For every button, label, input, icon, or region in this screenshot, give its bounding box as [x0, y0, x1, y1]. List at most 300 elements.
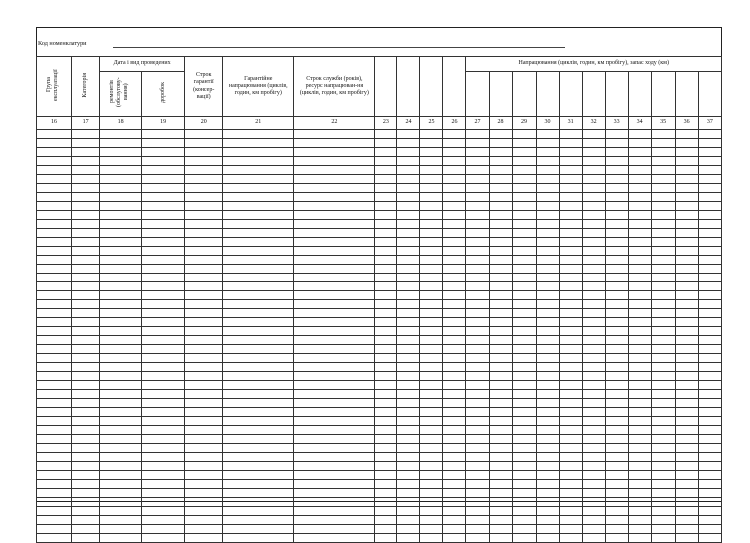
table-cell[interactable] [605, 461, 628, 470]
table-cell[interactable] [420, 425, 443, 434]
table-cell[interactable] [37, 228, 72, 237]
table-cell[interactable] [37, 488, 72, 497]
table-cell[interactable] [420, 390, 443, 399]
table-cell[interactable] [651, 345, 675, 354]
table-cell[interactable] [651, 399, 675, 408]
table-cell[interactable] [605, 300, 628, 309]
table-cell[interactable] [559, 408, 582, 417]
table-cell[interactable] [512, 219, 536, 228]
table-cell[interactable] [375, 192, 397, 201]
table-cell[interactable] [420, 524, 443, 533]
table-cell[interactable] [466, 363, 489, 372]
table-cell[interactable] [420, 309, 443, 318]
table-cell[interactable] [397, 443, 420, 452]
table-cell[interactable] [651, 390, 675, 399]
table-cell[interactable] [72, 192, 100, 201]
table-cell[interactable] [605, 156, 628, 165]
table-cell[interactable] [698, 524, 721, 533]
table-cell[interactable] [559, 219, 582, 228]
table-cell[interactable] [628, 183, 651, 192]
table-cell[interactable] [397, 192, 420, 201]
table-cell[interactable] [72, 165, 100, 174]
table-cell[interactable] [397, 183, 420, 192]
table-cell[interactable] [675, 515, 698, 524]
table-cell[interactable] [536, 497, 559, 506]
table-cell[interactable] [628, 291, 651, 300]
table-cell[interactable] [294, 452, 375, 461]
table-cell[interactable] [443, 363, 466, 372]
table-cell[interactable] [142, 219, 185, 228]
table-cell[interactable] [223, 497, 294, 506]
table-cell[interactable] [675, 327, 698, 336]
table-cell[interactable] [698, 372, 721, 381]
table-cell[interactable] [536, 399, 559, 408]
table-cell[interactable] [420, 264, 443, 273]
table-cell[interactable] [397, 147, 420, 156]
table-cell[interactable] [420, 228, 443, 237]
table-cell[interactable] [651, 228, 675, 237]
table-cell[interactable] [536, 533, 559, 542]
table-cell[interactable] [698, 318, 721, 327]
table-cell[interactable] [185, 443, 223, 452]
table-cell[interactable] [466, 399, 489, 408]
table-cell[interactable] [294, 201, 375, 210]
table-cell[interactable] [489, 318, 512, 327]
table-cell[interactable] [142, 417, 185, 426]
table-cell[interactable] [605, 399, 628, 408]
table-cell[interactable] [605, 372, 628, 381]
table-cell[interactable] [512, 354, 536, 363]
table-cell[interactable] [628, 300, 651, 309]
table-cell[interactable] [651, 488, 675, 497]
table-cell[interactable] [72, 255, 100, 264]
table-cell[interactable] [536, 470, 559, 479]
table-cell[interactable] [142, 390, 185, 399]
table-cell[interactable] [375, 533, 397, 542]
table-cell[interactable] [675, 138, 698, 147]
table-cell[interactable] [605, 210, 628, 219]
table-cell[interactable] [582, 210, 605, 219]
table-cell[interactable] [466, 390, 489, 399]
table-cell[interactable] [100, 399, 142, 408]
table-cell[interactable] [142, 130, 185, 139]
table-cell[interactable] [512, 452, 536, 461]
table-cell[interactable] [185, 533, 223, 542]
table-cell[interactable] [443, 147, 466, 156]
table-cell[interactable] [420, 237, 443, 246]
table-cell[interactable] [698, 515, 721, 524]
table-cell[interactable] [223, 210, 294, 219]
table-cell[interactable] [605, 488, 628, 497]
table-cell[interactable] [420, 515, 443, 524]
table-cell[interactable] [582, 228, 605, 237]
table-cell[interactable] [443, 130, 466, 139]
table-cell[interactable] [397, 318, 420, 327]
table-cell[interactable] [559, 174, 582, 183]
table-cell[interactable] [466, 524, 489, 533]
table-cell[interactable] [605, 318, 628, 327]
table-cell[interactable] [536, 318, 559, 327]
table-cell[interactable] [675, 264, 698, 273]
table-cell[interactable] [294, 219, 375, 228]
table-cell[interactable] [100, 291, 142, 300]
table-cell[interactable] [37, 461, 72, 470]
table-cell[interactable] [605, 327, 628, 336]
table-cell[interactable] [559, 228, 582, 237]
table-cell[interactable] [142, 354, 185, 363]
table-cell[interactable] [100, 354, 142, 363]
table-cell[interactable] [605, 147, 628, 156]
table-cell[interactable] [675, 273, 698, 282]
table-cell[interactable] [397, 372, 420, 381]
table-cell[interactable] [185, 273, 223, 282]
table-cell[interactable] [489, 165, 512, 174]
table-cell[interactable] [420, 183, 443, 192]
table-cell[interactable] [536, 246, 559, 255]
table-cell[interactable] [37, 255, 72, 264]
table-cell[interactable] [37, 345, 72, 354]
table-cell[interactable] [582, 165, 605, 174]
table-cell[interactable] [675, 255, 698, 264]
table-cell[interactable] [512, 282, 536, 291]
table-cell[interactable] [185, 219, 223, 228]
table-cell[interactable] [420, 417, 443, 426]
table-cell[interactable] [512, 506, 536, 515]
table-cell[interactable] [489, 130, 512, 139]
table-cell[interactable] [605, 183, 628, 192]
table-cell[interactable] [628, 228, 651, 237]
table-cell[interactable] [37, 237, 72, 246]
table-cell[interactable] [443, 524, 466, 533]
table-cell[interactable] [512, 147, 536, 156]
table-cell[interactable] [397, 408, 420, 417]
table-cell[interactable] [37, 138, 72, 147]
table-cell[interactable] [420, 201, 443, 210]
table-cell[interactable] [628, 399, 651, 408]
table-cell[interactable] [223, 390, 294, 399]
table-cell[interactable] [605, 165, 628, 174]
table-cell[interactable] [223, 354, 294, 363]
table-cell[interactable] [582, 264, 605, 273]
table-cell[interactable] [223, 228, 294, 237]
table-cell[interactable] [466, 237, 489, 246]
table-cell[interactable] [397, 336, 420, 345]
table-cell[interactable] [37, 506, 72, 515]
table-cell[interactable] [651, 363, 675, 372]
table-cell[interactable] [559, 156, 582, 165]
table-cell[interactable] [466, 417, 489, 426]
table-cell[interactable] [294, 327, 375, 336]
table-cell[interactable] [443, 300, 466, 309]
table-cell[interactable] [100, 147, 142, 156]
table-cell[interactable] [397, 354, 420, 363]
table-cell[interactable] [698, 345, 721, 354]
table-cell[interactable] [559, 210, 582, 219]
table-cell[interactable] [512, 264, 536, 273]
table-cell[interactable] [420, 318, 443, 327]
table-cell[interactable] [72, 452, 100, 461]
table-cell[interactable] [397, 138, 420, 147]
table-cell[interactable] [489, 443, 512, 452]
table-cell[interactable] [142, 461, 185, 470]
table-cell[interactable] [72, 291, 100, 300]
table-cell[interactable] [489, 228, 512, 237]
table-cell[interactable] [294, 443, 375, 452]
table-cell[interactable] [72, 130, 100, 139]
table-cell[interactable] [512, 533, 536, 542]
table-cell[interactable] [443, 255, 466, 264]
table-cell[interactable] [628, 210, 651, 219]
table-cell[interactable] [536, 237, 559, 246]
table-cell[interactable] [72, 533, 100, 542]
table-cell[interactable] [489, 497, 512, 506]
table-cell[interactable] [142, 479, 185, 488]
table-cell[interactable] [100, 219, 142, 228]
table-cell[interactable] [375, 264, 397, 273]
table-cell[interactable] [698, 336, 721, 345]
table-cell[interactable] [142, 434, 185, 443]
table-cell[interactable] [605, 425, 628, 434]
table-cell[interactable] [466, 219, 489, 228]
table-cell[interactable] [443, 192, 466, 201]
table-cell[interactable] [443, 533, 466, 542]
table-cell[interactable] [698, 264, 721, 273]
table-cell[interactable] [512, 417, 536, 426]
table-cell[interactable] [605, 219, 628, 228]
table-cell[interactable] [294, 381, 375, 390]
table-cell[interactable] [489, 147, 512, 156]
table-cell[interactable] [397, 156, 420, 165]
table-cell[interactable] [100, 309, 142, 318]
table-cell[interactable] [223, 183, 294, 192]
table-cell[interactable] [628, 425, 651, 434]
table-cell[interactable] [698, 201, 721, 210]
table-cell[interactable] [72, 381, 100, 390]
table-cell[interactable] [294, 515, 375, 524]
table-cell[interactable] [605, 506, 628, 515]
table-cell[interactable] [294, 399, 375, 408]
table-cell[interactable] [698, 246, 721, 255]
table-cell[interactable] [605, 309, 628, 318]
table-cell[interactable] [536, 461, 559, 470]
table-cell[interactable] [698, 434, 721, 443]
table-cell[interactable] [223, 327, 294, 336]
table-cell[interactable] [628, 201, 651, 210]
table-cell[interactable] [651, 201, 675, 210]
table-cell[interactable] [651, 372, 675, 381]
table-cell[interactable] [512, 246, 536, 255]
table-cell[interactable] [375, 291, 397, 300]
table-cell[interactable] [375, 228, 397, 237]
table-cell[interactable] [420, 300, 443, 309]
table-cell[interactable] [37, 318, 72, 327]
table-cell[interactable] [466, 497, 489, 506]
table-cell[interactable] [142, 255, 185, 264]
table-cell[interactable] [37, 174, 72, 183]
table-cell[interactable] [698, 390, 721, 399]
table-cell[interactable] [489, 246, 512, 255]
table-cell[interactable] [582, 300, 605, 309]
table-cell[interactable] [223, 255, 294, 264]
table-cell[interactable] [466, 408, 489, 417]
table-cell[interactable] [466, 300, 489, 309]
table-cell[interactable] [582, 399, 605, 408]
table-cell[interactable] [628, 470, 651, 479]
table-cell[interactable] [397, 237, 420, 246]
table-cell[interactable] [698, 273, 721, 282]
table-cell[interactable] [559, 318, 582, 327]
table-cell[interactable] [698, 138, 721, 147]
table-cell[interactable] [489, 300, 512, 309]
table-cell[interactable] [536, 219, 559, 228]
table-cell[interactable] [582, 390, 605, 399]
table-cell[interactable] [605, 452, 628, 461]
table-cell[interactable] [651, 336, 675, 345]
table-cell[interactable] [142, 273, 185, 282]
table-cell[interactable] [100, 443, 142, 452]
table-cell[interactable] [37, 434, 72, 443]
table-cell[interactable] [375, 443, 397, 452]
table-cell[interactable] [100, 327, 142, 336]
table-cell[interactable] [420, 219, 443, 228]
table-cell[interactable] [466, 533, 489, 542]
table-cell[interactable] [466, 488, 489, 497]
table-cell[interactable] [698, 470, 721, 479]
table-cell[interactable] [142, 300, 185, 309]
table-cell[interactable] [375, 434, 397, 443]
table-cell[interactable] [100, 363, 142, 372]
table-cell[interactable] [223, 174, 294, 183]
table-cell[interactable] [294, 183, 375, 192]
table-cell[interactable] [536, 345, 559, 354]
table-cell[interactable] [72, 461, 100, 470]
table-cell[interactable] [294, 210, 375, 219]
table-cell[interactable] [223, 246, 294, 255]
table-cell[interactable] [675, 130, 698, 139]
table-cell[interactable] [466, 210, 489, 219]
table-cell[interactable] [512, 291, 536, 300]
table-cell[interactable] [651, 452, 675, 461]
table-cell[interactable] [605, 237, 628, 246]
table-cell[interactable] [582, 506, 605, 515]
table-cell[interactable] [605, 138, 628, 147]
table-cell[interactable] [223, 273, 294, 282]
table-cell[interactable] [512, 515, 536, 524]
table-cell[interactable] [675, 497, 698, 506]
table-cell[interactable] [512, 345, 536, 354]
table-cell[interactable] [420, 470, 443, 479]
table-cell[interactable] [37, 443, 72, 452]
table-cell[interactable] [559, 336, 582, 345]
table-cell[interactable] [397, 291, 420, 300]
table-cell[interactable] [142, 309, 185, 318]
table-cell[interactable] [223, 524, 294, 533]
table-cell[interactable] [72, 479, 100, 488]
table-cell[interactable] [443, 210, 466, 219]
table-cell[interactable] [582, 417, 605, 426]
table-cell[interactable] [512, 318, 536, 327]
table-cell[interactable] [651, 515, 675, 524]
table-cell[interactable] [466, 165, 489, 174]
table-cell[interactable] [294, 138, 375, 147]
table-cell[interactable] [142, 363, 185, 372]
table-cell[interactable] [37, 156, 72, 165]
table-cell[interactable] [185, 210, 223, 219]
table-cell[interactable] [142, 372, 185, 381]
table-cell[interactable] [675, 363, 698, 372]
table-cell[interactable] [698, 255, 721, 264]
table-cell[interactable] [559, 282, 582, 291]
table-cell[interactable] [375, 282, 397, 291]
table-cell[interactable] [294, 291, 375, 300]
table-cell[interactable] [536, 417, 559, 426]
table-cell[interactable] [100, 237, 142, 246]
table-cell[interactable] [37, 165, 72, 174]
table-cell[interactable] [420, 506, 443, 515]
table-cell[interactable] [675, 219, 698, 228]
table-cell[interactable] [675, 165, 698, 174]
table-cell[interactable] [675, 417, 698, 426]
code-input-line[interactable] [113, 47, 565, 48]
table-cell[interactable] [582, 434, 605, 443]
table-cell[interactable] [397, 246, 420, 255]
table-cell[interactable] [512, 309, 536, 318]
table-cell[interactable] [420, 345, 443, 354]
table-cell[interactable] [100, 524, 142, 533]
table-cell[interactable] [185, 363, 223, 372]
table-cell[interactable] [37, 210, 72, 219]
table-cell[interactable] [651, 130, 675, 139]
table-cell[interactable] [443, 354, 466, 363]
table-cell[interactable] [443, 345, 466, 354]
table-cell[interactable] [37, 515, 72, 524]
table-cell[interactable] [582, 192, 605, 201]
table-cell[interactable] [37, 300, 72, 309]
table-cell[interactable] [651, 174, 675, 183]
table-cell[interactable] [466, 354, 489, 363]
table-cell[interactable] [294, 408, 375, 417]
table-cell[interactable] [559, 201, 582, 210]
table-cell[interactable] [489, 425, 512, 434]
table-cell[interactable] [466, 443, 489, 452]
table-cell[interactable] [675, 147, 698, 156]
table-cell[interactable] [185, 488, 223, 497]
table-cell[interactable] [420, 408, 443, 417]
table-cell[interactable] [628, 452, 651, 461]
table-cell[interactable] [489, 479, 512, 488]
table-cell[interactable] [100, 273, 142, 282]
table-cell[interactable] [675, 533, 698, 542]
table-cell[interactable] [698, 425, 721, 434]
table-cell[interactable] [512, 497, 536, 506]
table-cell[interactable] [582, 354, 605, 363]
table-cell[interactable] [100, 533, 142, 542]
table-cell[interactable] [397, 390, 420, 399]
table-cell[interactable] [512, 183, 536, 192]
table-cell[interactable] [582, 246, 605, 255]
table-cell[interactable] [185, 497, 223, 506]
table-cell[interactable] [698, 479, 721, 488]
table-cell[interactable] [605, 417, 628, 426]
table-cell[interactable] [72, 201, 100, 210]
table-cell[interactable] [294, 533, 375, 542]
table-cell[interactable] [420, 130, 443, 139]
table-cell[interactable] [605, 273, 628, 282]
table-cell[interactable] [466, 452, 489, 461]
table-cell[interactable] [375, 363, 397, 372]
table-cell[interactable] [223, 515, 294, 524]
table-cell[interactable] [375, 506, 397, 515]
